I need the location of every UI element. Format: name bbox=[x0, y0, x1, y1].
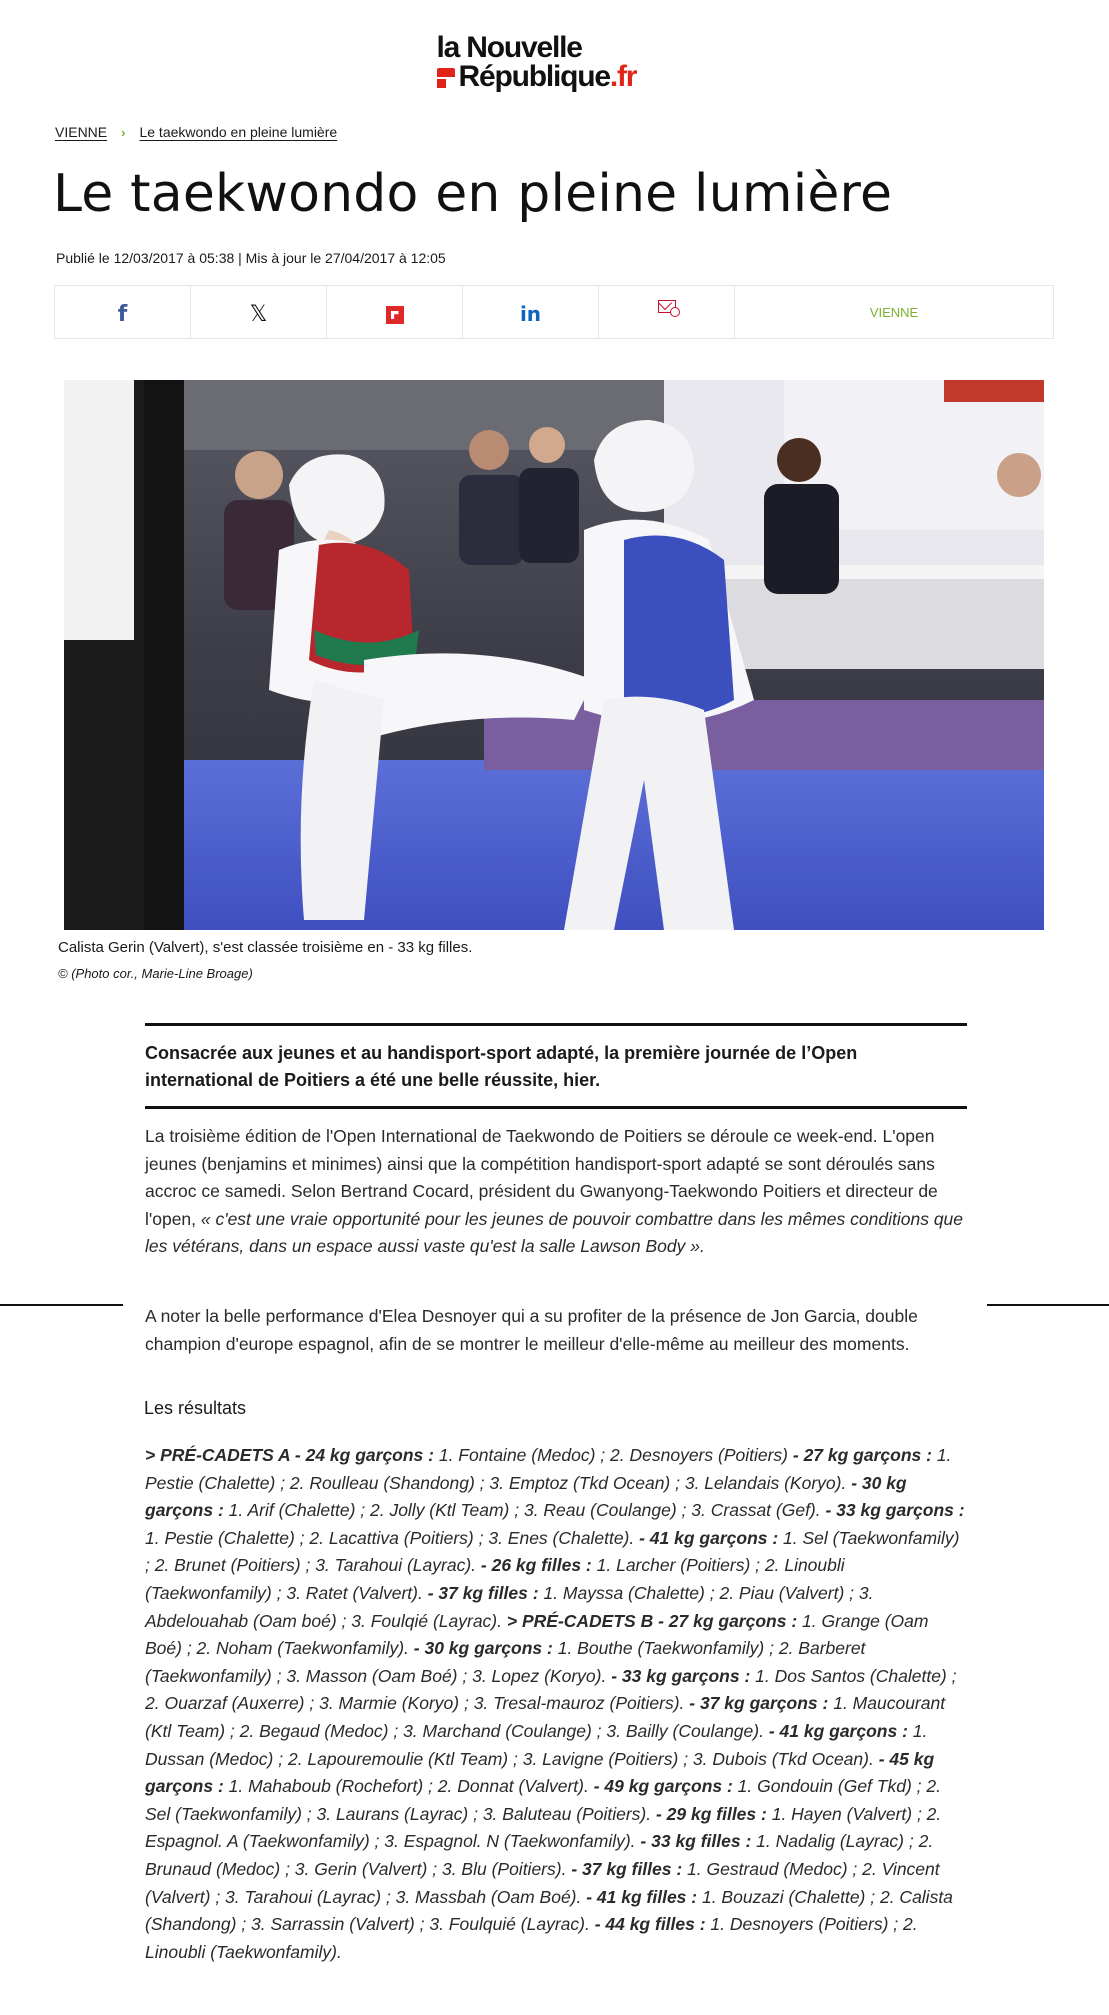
result-category: - 33 kg garçons : bbox=[825, 1500, 965, 1521]
result-category: - 30 kg garçons : bbox=[145, 1472, 907, 1521]
result-entries: 1. Mayssa (Chalette) ; 2. Piau (Valvert) ; 3. Abdelouahab (Oam boé) ; 3. Foulqié (Layrac). bbox=[145, 1582, 874, 1631]
result-category: - 37 kg garçons : bbox=[689, 1693, 829, 1714]
result-entries: 1. Dos Santos (Chalette) ; 2. Ouarzaf (Auxerre) ; 3. Marmie (Koryo) ; 3. Tresal-mauroz (Poitiers). bbox=[145, 1665, 957, 1714]
paragraph-2: A noter la belle performance d'Elea Desnoyer qui a su profiter de la présence de Jon Garcia, double champion d'europe espagnol, afin de se montrer le meilleur d'elle-même au meilleur des moments. bbox=[145, 1306, 918, 1354]
result-category: - 37 kg filles : bbox=[571, 1858, 683, 1879]
result-entries: 1. Gondouin (Gef Tkd) ; 2. Sel (Taekwonfamily) ; 3. Laurans (Layrac) ; 3. Baluteau (Poitiers). bbox=[145, 1776, 941, 1824]
result-category: - 49 kg garçons : bbox=[593, 1776, 733, 1797]
logo-tld: .fr bbox=[609, 60, 637, 93]
breadcrumb-section[interactable]: VIENNE bbox=[55, 124, 108, 140]
share-facebook-button[interactable] bbox=[55, 286, 191, 338]
share-linkedin-button[interactable] bbox=[463, 286, 599, 338]
result-category: - 41 kg filles : bbox=[586, 1886, 698, 1907]
result-entries: 1. Pestie (Chalette) ; 2. Roulleau (Shandong) ; 3. Emptoz (Tkd Ocean) ; 3. Lelandais (Koryo). bbox=[145, 1445, 952, 1493]
result-entries: 1. Maucourant (Ktl Team) ; 2. Begaud (Medoc) ; 3. Marchand (Coulange) ; 3. Bailly (Coulange). bbox=[145, 1693, 946, 1741]
result-category: - 29 kg filles : bbox=[655, 1803, 767, 1824]
publish-date: Publié le 12/03/2017 à 05:38 | Mis à jour le 27/04/2017 à 12:05 bbox=[56, 250, 446, 266]
result-category: - 27 kg garçons : bbox=[792, 1445, 932, 1465]
linkedin-icon: in bbox=[519, 302, 542, 326]
site-logo[interactable] bbox=[0, 32, 1109, 96]
result-entries: 1. Pestie (Chalette) ; 2. Lacattiva (Poitiers) ; 3. Enes (Chalette). bbox=[145, 1527, 640, 1548]
result-entries: 1. Arif (Chalette) ; 2. Jolly (Ktl Team) ; 3. Reau (Coulange) ; 3. Crassat (Gef). bbox=[223, 1500, 826, 1521]
result-category: > PRÉ-CADETS B - 27 kg garçons : bbox=[506, 1610, 798, 1631]
taekwondo-photo bbox=[64, 380, 1044, 930]
side-divider-right bbox=[987, 1304, 1109, 1306]
paragraph-1-quote: « c'est une vraie opportunité pour les jeunes de pouvoir combattre dans les mêmes conditions que les vétérans, dans un espace aussi vaste qu'est la salle Lawson Body ». bbox=[145, 1208, 964, 1256]
result-entries: 1. Gestraud (Medoc) ; 2. Vincent (Valvert) ; 3. Tarahoui (Layrac) ; 3. Massbah (Oam Boé). bbox=[145, 1858, 940, 1907]
share-email-button[interactable] bbox=[599, 286, 735, 338]
share-bar bbox=[54, 285, 1054, 339]
results-list bbox=[145, 1442, 967, 1966]
facebook-icon: f bbox=[117, 301, 128, 327]
photo-credit: © (Photo cor., Marie-Line Broage) bbox=[58, 966, 253, 981]
breadcrumb bbox=[55, 124, 337, 140]
result-entries: 1. Hayen (Valvert) ; 2. Espagnol. A (Taekwonfamily) ; 3. Espagnol. N (Taekwonfamily). bbox=[145, 1803, 942, 1852]
logo-line2: République bbox=[458, 60, 610, 93]
result-category: - 37 kg filles : bbox=[427, 1582, 539, 1603]
article-photo bbox=[64, 380, 1044, 930]
result-category: > PRÉ-CADETS A - 24 kg garçons : bbox=[145, 1445, 434, 1465]
result-entries: 1. Dussan (Medoc) ; 2. Lapouremoulie (Ktl Team) ; 3. Lavigne (Poitiers) ; 3. Dubois (Tkd Ocean). bbox=[145, 1720, 928, 1769]
side-divider-left bbox=[0, 1304, 123, 1306]
flipboard-icon bbox=[386, 306, 404, 324]
result-category: - 26 kg filles : bbox=[480, 1555, 592, 1576]
results-heading: Les résultats bbox=[144, 1398, 247, 1418]
article-lede bbox=[145, 1023, 967, 1109]
breadcrumb-current[interactable]: Le taekwondo en pleine lumière bbox=[139, 124, 338, 140]
result-category: - 41 kg garçons : bbox=[768, 1720, 908, 1741]
result-category: - 30 kg garçons : bbox=[413, 1638, 553, 1659]
x-icon: 𝕏 bbox=[249, 301, 268, 327]
logo-mark-icon bbox=[437, 68, 455, 88]
result-category: - 33 kg filles : bbox=[640, 1831, 752, 1852]
logo-line1: la Nouvelle bbox=[436, 31, 582, 64]
result-entries: 1. Nadalig (Layrac) ; 2. Brunaud (Medoc) ; 3. Gerin (Valvert) ; 3. Blu (Poitiers). bbox=[145, 1831, 934, 1879]
result-entries: 1. Mahaboub (Rochefort) ; 2. Donnat (Valvert). bbox=[223, 1776, 594, 1797]
result-entries: 1. Larcher (Poitiers) ; 2. Linoubli (Taekwonfamily) ; 3. Ratet (Valvert). bbox=[145, 1555, 845, 1603]
photo-caption: Calista Gerin (Valvert), s'est classée troisième en - 33 kg filles. bbox=[58, 939, 473, 956]
breadcrumb-chevron-icon: › bbox=[121, 124, 126, 140]
result-entries: 1. Grange (Oam Boé) ; 2. Noham (Taekwonfamily). bbox=[145, 1610, 929, 1659]
result-category: - 41 kg garçons : bbox=[639, 1527, 779, 1548]
result-entries: 1. Fontaine (Medoc) ; 2. Desnoyers (Poitiers) bbox=[433, 1445, 793, 1465]
section-tag-link[interactable]: VIENNE bbox=[869, 304, 919, 320]
result-category: - 44 kg filles : bbox=[594, 1914, 706, 1935]
article-title: Le taekwondo en pleine lumière bbox=[53, 164, 893, 224]
result-category: - 45 kg garçons : bbox=[145, 1748, 935, 1797]
mail-icon bbox=[658, 300, 676, 313]
result-entries: 1. Bouzazi (Chalette) ; 2. Calista (Shandong) ; 3. Sarrassin (Valvert) ; 3. Foulquié (Layrac). bbox=[145, 1886, 953, 1935]
lede-text: Consacrée aux jeunes et au handisport-sport adapté, la première journée de l’Open international de Poitiers a été une belle réussite, hier. bbox=[145, 1043, 858, 1090]
result-entries: 1. Desnoyers (Poitiers) ; 2. Linoubli (Taekwonfamily). bbox=[145, 1914, 918, 1962]
result-category: - 33 kg garçons : bbox=[611, 1665, 751, 1686]
result-entries: 1. Sel (Taekwonfamily) ; 2. Brunet (Poitiers) ; 3. Tarahoui (Layrac). bbox=[145, 1527, 960, 1576]
paragraph-1-text: La troisième édition de l'Open International de Taekwondo de Poitiers se déroule ce week-end. L'open jeunes (benjamins et minimes) ainsi que la compétition handisport-sport adapté se sont déroulés sans accroc ce samedi. Selon Bertrand Cocard, président du Gwanyong-Taekwondo Poitiers et directeur de l'open, bbox=[145, 1126, 938, 1229]
share-flipboard-button[interactable] bbox=[327, 286, 463, 338]
share-x-button[interactable] bbox=[191, 286, 327, 338]
paragraph-1 bbox=[145, 1123, 967, 1261]
result-entries: 1. Bouthe (Taekwonfamily) ; 2. Barberet (Taekwonfamily) ; 3. Masson (Oam Boé) ; 3. Lopez (Koryo). bbox=[145, 1638, 866, 1686]
